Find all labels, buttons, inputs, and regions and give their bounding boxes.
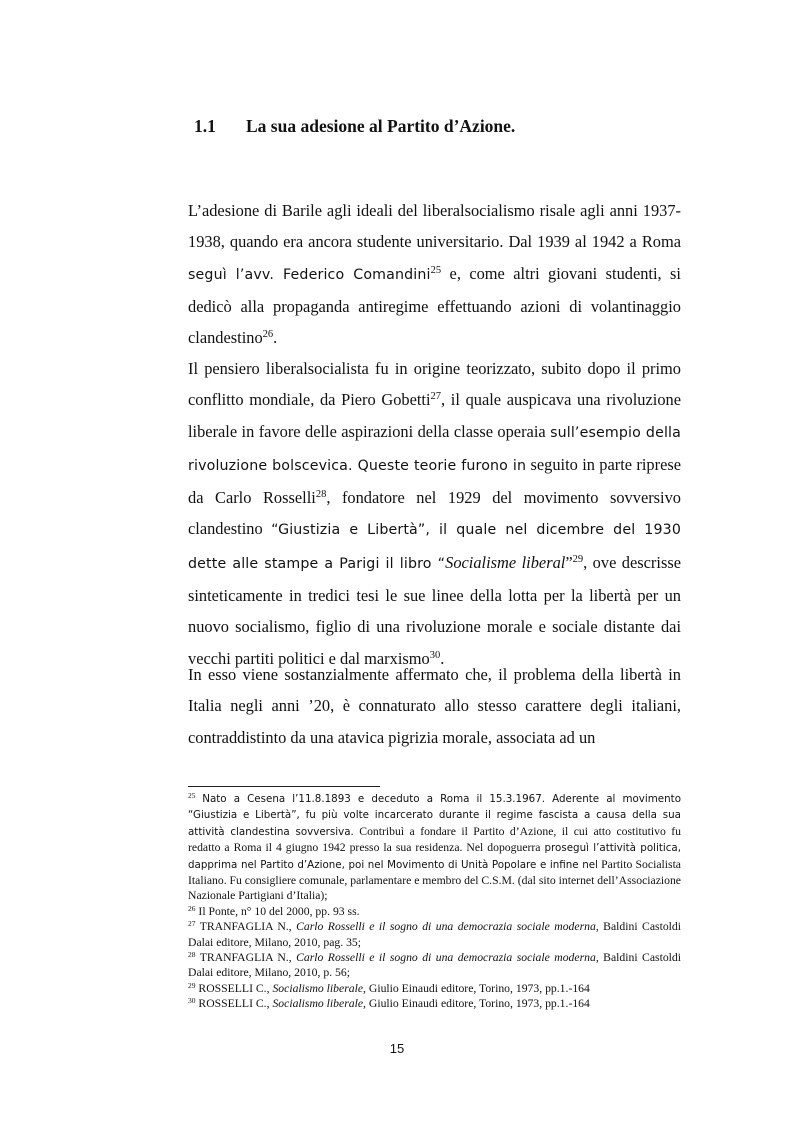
footnote-number: 29: [188, 980, 196, 990]
text-run: sull’esempio della rivoluzione bolscevica. Queste teorie furono in: [188, 424, 681, 474]
footnote-ref-30[interactable]: 30: [429, 649, 441, 661]
footnote-25: [188, 791, 681, 904]
text-run: Nato a Cesena l’11.8.1893 e deceduto a Roma il 15.3.1967. Aderente al movimento “Giustizia e Libertà”, fu più volte incarcerato durante il regime fascista a causa della sua attività clandestina sovversiva.: [188, 793, 681, 838]
text-run: , Giulio Einaudi editore, Torino, 1973, pp.1.-164: [363, 997, 590, 1011]
footnote-28: [188, 950, 681, 981]
footnote-number: 30: [188, 996, 196, 1006]
page-number: 15: [389, 1041, 405, 1056]
text-run: .: [440, 648, 445, 668]
text-run: L’adesione di Barile agli ideali del liberalsocialismo risale agli anni 1937-1938, quando era ancora studente universitario. Dal 1939 al 1942 a Roma: [188, 201, 681, 252]
text-run: Il pensiero liberalsocialista fu in origine teorizzato, subito dopo il primo conflitto mondiale, da Piero Gobetti: [188, 359, 681, 410]
footnote-ref-29[interactable]: 29: [572, 553, 584, 565]
book-title: Carlo Rosselli e il sogno di una democrazia sociale moderna: [296, 951, 596, 965]
text-run: “Giustizia e Libertà”, il quale nel dicembre del 1930 dette alle stampe a Parigi il libro “: [188, 522, 681, 572]
text-run: e, come altri giovani studenti, si dedicò alla propaganda antiregime effettuando azioni di volantinaggio clandestino: [188, 263, 681, 348]
text-run: ROSSELLI C.,: [195, 997, 273, 1011]
text-run: , Giulio Einaudi editore, Torino, 1973, pp.1.-164: [363, 981, 590, 995]
footnote-ref-27[interactable]: 27: [430, 391, 442, 403]
footnote-number: 27: [188, 919, 196, 929]
footnote-29: [188, 981, 681, 996]
footnote-number: 25: [188, 791, 196, 800]
footnote-26: [188, 904, 681, 919]
text-run: ”: [565, 552, 573, 572]
section-number: 1.1: [194, 116, 216, 136]
text-run: , il quale auspicava una rivoluzione liberale in favore delle aspirazioni della classe operaia: [188, 390, 681, 441]
text-run: seguì l’avv. Federico Comandini: [188, 266, 431, 283]
book-title: Socialismo liberale: [272, 997, 364, 1011]
footnote-30: [188, 996, 681, 1011]
text-run: ROSSELLI C.,: [195, 981, 273, 995]
footnote-ref-26[interactable]: 26: [262, 329, 274, 341]
text-run: TRANFAGLIA N.,: [195, 951, 297, 965]
book-title: Carlo Rosselli e il sogno di una democrazia sociale moderna: [296, 920, 596, 934]
section-heading: [194, 116, 515, 137]
text-run: Contribuì a fondare il Partito d’Azione, il cui atto costitutivo fu redatto a Roma il 4 giugno 1942 presso la sua residenza. Nel dopoguerra: [188, 824, 681, 855]
text-run: seguito in parte riprese da Carlo Rosselli: [188, 454, 681, 508]
text-run: , ove descrisse sinteticamente in tredici tesi le sue linee della lotta per la libertà per un nuovo socialismo, figlio di una rivoluzione morale e sociale distante dai vecchi partiti politici e dal marxismo: [188, 552, 681, 668]
footnote-number: 28: [188, 950, 196, 960]
paragraph-1: [188, 195, 681, 353]
text-run: , Baldini Castoldi Dalai editore, Milano, 2010, pag. 35;: [188, 920, 681, 949]
text-run: Partito Socialista Italiano. Fu consigliere comunale, parlamentare e membro del C.S.M. (dal sito internet dell’Associazione Nazionale Partigiani d’Italia);: [188, 857, 681, 903]
footnote-separator: [188, 786, 380, 787]
text-run: proseguì l’attività politica, dapprima nel Partito d’Azione, poi nel Movimento di Unità Popolare e infine nel: [188, 842, 681, 871]
paragraph-3: [188, 659, 681, 753]
book-title: Socialismo liberale: [272, 981, 364, 995]
text-run: TRANFAGLIA N.,: [195, 920, 297, 934]
paragraph-2: [188, 353, 681, 674]
footnotes: [188, 791, 681, 1012]
footnote-ref-25[interactable]: 25: [430, 264, 442, 276]
footnote-27: [188, 919, 681, 950]
text-run: Il Ponte, n° 10 del 2000, pp. 93 ss.: [195, 904, 360, 918]
text-run: , fondatore nel 1929 del movimento sovversivo clandestino: [188, 488, 682, 539]
footnote-ref-28[interactable]: 28: [315, 489, 327, 501]
book-title: Socialisme liberal: [445, 552, 566, 572]
footnote-number: 26: [188, 903, 196, 913]
text-run: , Baldini Castoldi Dalai editore, Milano, 2010, p. 56;: [188, 951, 681, 980]
text-run: .: [273, 328, 278, 348]
section-title: La sua adesione al Partito d’Azione.: [246, 116, 516, 136]
text-run: In esso viene sostanzialmente affermato che, il problema della libertà in Italia negli anni ’20, è connaturato allo stesso carattere degli italiani, contraddistinto da una atavica pigrizia morale, associata ad un: [188, 665, 681, 747]
